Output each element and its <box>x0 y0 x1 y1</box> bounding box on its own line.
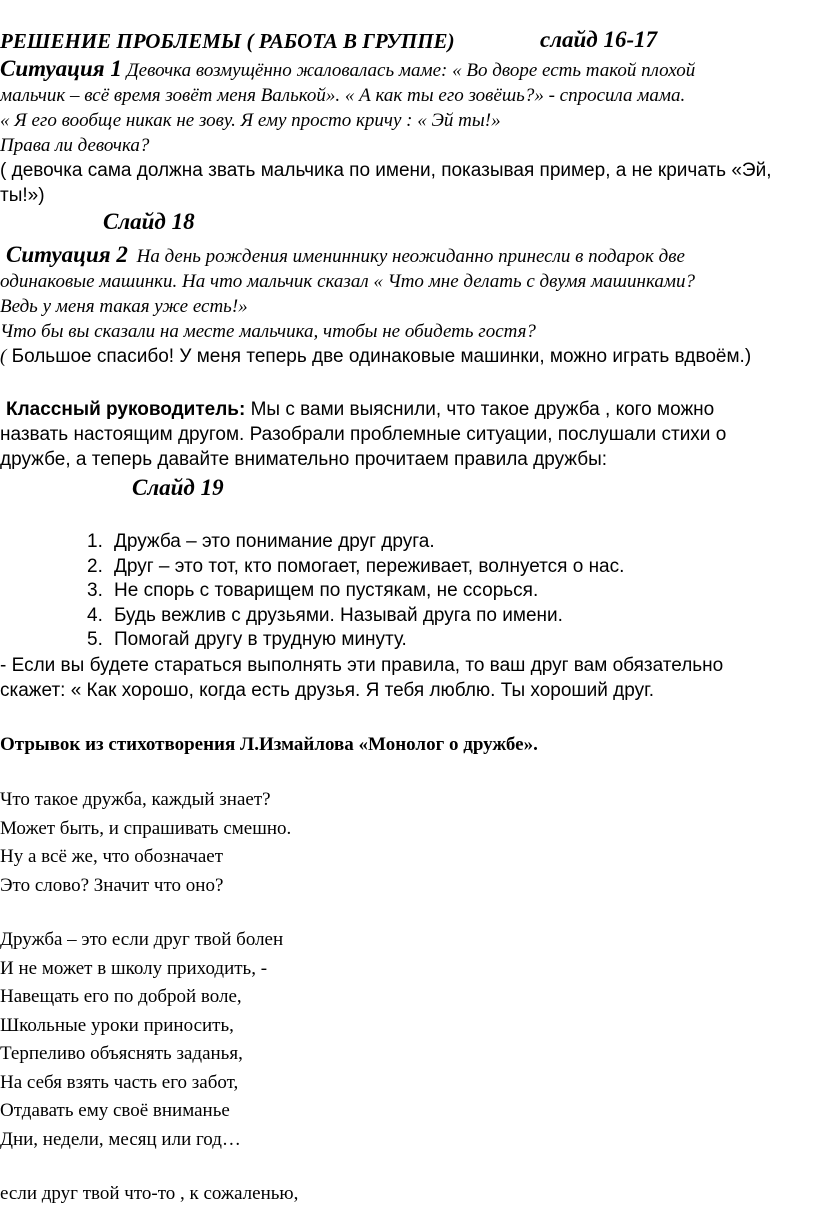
situation-2-line: Ведь у меня такая уже есть!» <box>0 296 248 317</box>
teacher-line: назвать настоящим другом. Разобрали проблемные ситуации, послушали стихи о <box>0 424 727 445</box>
poem-line: На себя взять часть его забот, <box>0 1071 239 1093</box>
teacher-line: Мы с вами выяснили, что такое дружба , кого можно <box>245 399 715 420</box>
header-title: РЕШЕНИЕ ПРОБЛЕМЫ ( РАБОТА В ГРУППЕ) <box>0 29 455 53</box>
conclusion-line: скажет: « Как хорошо, когда есть друзья. Я тебя люблю. Ты хороший друг. <box>0 680 654 701</box>
rule-number: 3. <box>87 580 103 601</box>
slide-18-label: Слайд 18 <box>103 209 195 234</box>
poem-line: Дружба – это если друг твой болен <box>0 929 284 950</box>
teacher-label: Классный руководитель: <box>6 399 246 420</box>
rule-item <box>0 579 812 604</box>
poem-line: если друг твой что-то , к сожаленью, <box>0 1183 299 1204</box>
poem-line: И не может в школу приходить, - <box>0 957 268 979</box>
poem-line: Что такое дружба, каждый знает? <box>0 789 271 810</box>
situation-2-line: На день рождения имениннику неожиданно принесли в подарок две <box>136 246 685 267</box>
teacher-speech <box>0 398 812 472</box>
poem-stanza <box>0 786 812 900</box>
poem-line: Отдавать ему своё вниманье <box>0 1100 230 1121</box>
situation-1-question: Права ли девочка? <box>0 135 150 156</box>
rule-text: Не спорь с товарищем по пустякам, не ссорься. <box>114 580 539 601</box>
rule-item <box>0 530 812 555</box>
poem-stanza <box>0 926 812 1154</box>
poem-title: Отрывок из стихотворения Л.Измайлова «Монолог о дружбе». <box>0 734 538 755</box>
rule-number: 2. <box>87 555 103 577</box>
rule-text: Друг – это тот, кто помогает, переживает, волнуется о нас. <box>114 555 625 577</box>
situation-2-question: Что бы вы сказали на месте мальчика, чтобы не обидеть гостя? <box>0 321 536 342</box>
rule-item <box>0 628 812 653</box>
situation-2-answer: Большое спасибо! У меня теперь две одинаковые машинки, можно играть вдвоём.) <box>6 346 752 367</box>
situation-1 <box>0 57 812 208</box>
situation-1-line: мальчик – всё время зовёт меня Валькой». « А как ты его зовёшь?» - спросила мама. <box>0 85 686 106</box>
rule-item <box>0 555 812 580</box>
rule-number: 4. <box>87 604 103 626</box>
teacher-line: дружбе, а теперь давайте внимательно прочитаем правила дружбы: <box>0 449 608 470</box>
header-slide-number: слайд 16-17 <box>540 27 658 52</box>
rule-text: Дружба – это понимание друг друга. <box>114 531 435 552</box>
poem-line: Школьные уроки приносить, <box>0 1014 234 1036</box>
poem-line: Может быть, и спрашивать смешно. <box>0 817 292 839</box>
slide-19-label: Слайд 19 <box>132 475 224 500</box>
situation-2-label: Ситуация 2 <box>6 242 128 267</box>
situation-2-line: одинаковые машинки. На что мальчик сказал « Что мне делать с двумя машинками? <box>0 271 695 292</box>
rule-text: Будь вежлив с друзьями. Называй друга по имени. <box>114 604 563 626</box>
conclusion-line: - Если вы будете стараться выполнять эти правила, то ваш друг вам обязательно <box>0 655 724 676</box>
poem-line: Это слово? Значит что оно? <box>0 874 224 896</box>
situation-2 <box>0 243 812 369</box>
rule-number: 5. <box>87 629 103 650</box>
situation-1-line: « Я его вообще никак не зову. Я ему просто кричу : « Эй ты!» <box>0 110 501 131</box>
rule-text: Помогай другу в трудную минуту. <box>114 629 407 650</box>
poem-line: Дни, недели, месяц или год… <box>0 1128 241 1150</box>
poem-line: Ну а всё же, что обозначает <box>0 846 224 867</box>
friendship-rules <box>0 530 812 653</box>
conclusion <box>0 654 812 703</box>
situation-1-answer: ( девочка сама должна звать мальчика по имени, показывая пример, а не кричать «Эй, <box>0 160 772 181</box>
poem-line: Навещать его по доброй воле, <box>0 986 242 1007</box>
situation-1-answer: ты!») <box>0 185 45 206</box>
situation-2-answer-paren: ( <box>0 346 7 367</box>
poem-stanza <box>0 1180 812 1209</box>
rule-number: 1. <box>87 531 103 552</box>
poem-line: Терпеливо объяснять заданья, <box>0 1043 243 1064</box>
situation-1-line: Девочка возмущённо жаловалась маме: « Во дворе есть такой плохой <box>126 60 696 81</box>
page-header <box>0 28 812 54</box>
situation-1-label: Ситуация 1 <box>0 56 122 81</box>
rule-item <box>0 604 812 629</box>
